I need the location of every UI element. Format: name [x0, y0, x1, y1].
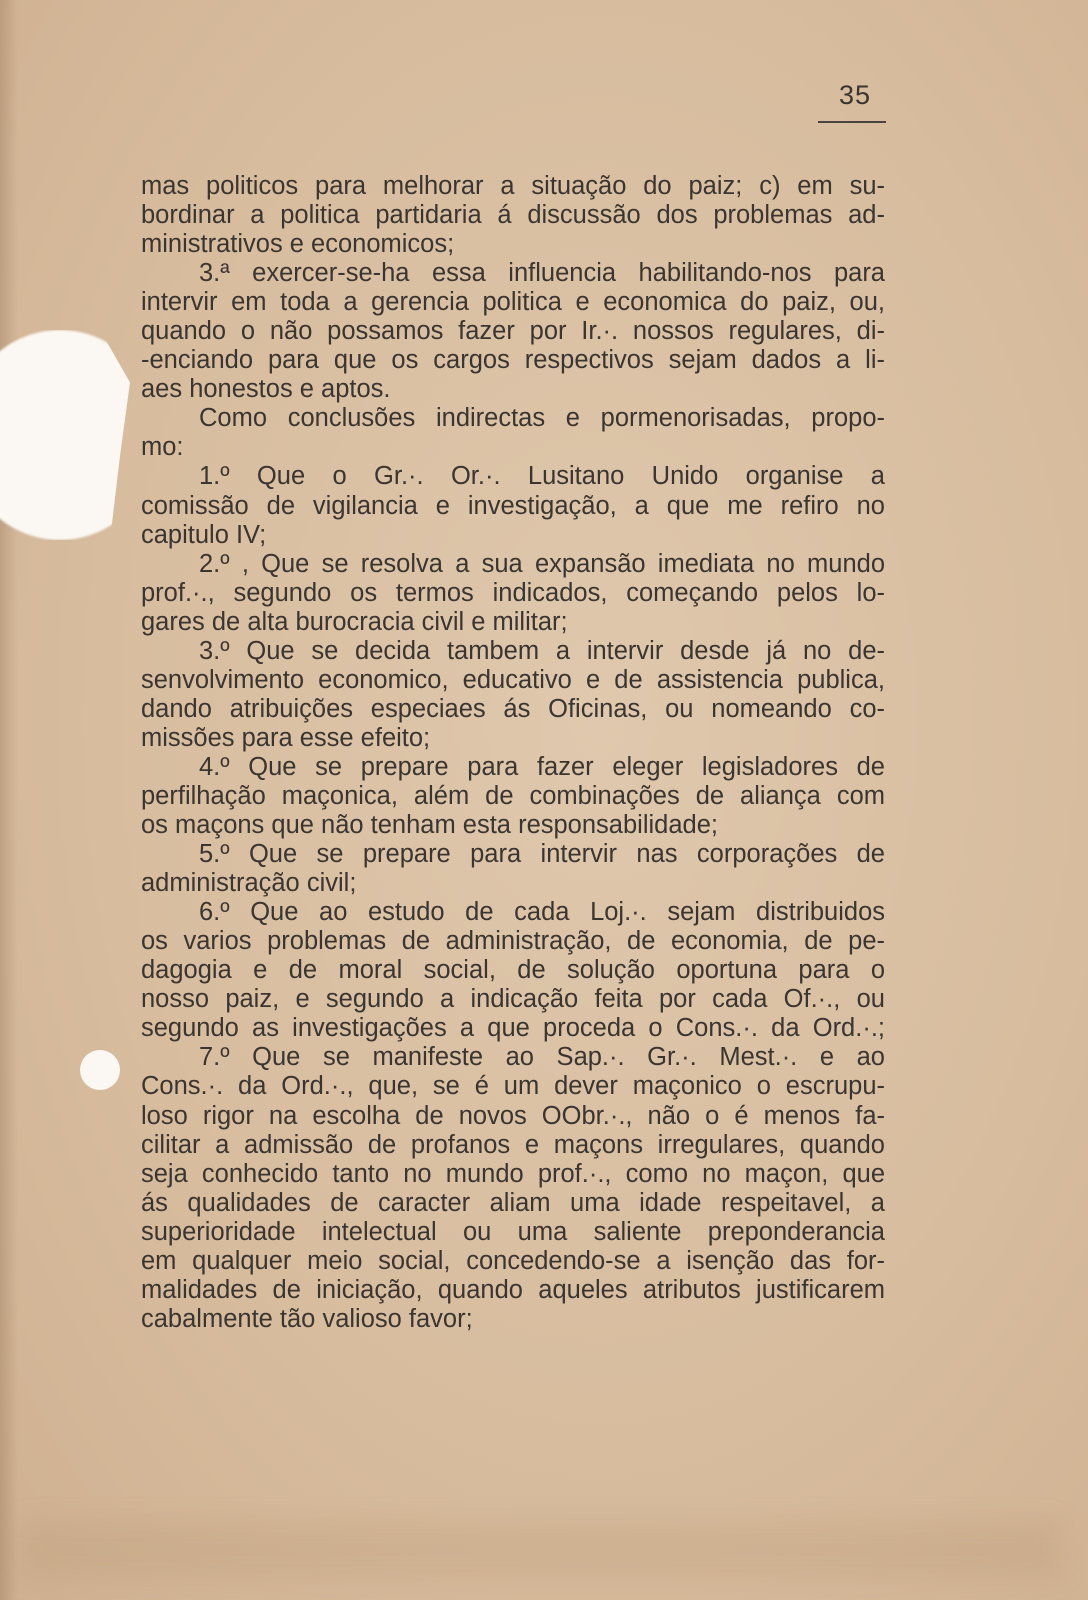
- text-line: 7.º Que se manifeste ao Sap.·. Gr.·. Mest.·. e ao: [199, 1043, 885, 1072]
- text-line: prof.·., segundo os termos indicados, começando pelos lo-: [141, 578, 885, 607]
- text-line: loso rigor na escolha de novos OObr.·., não o é menos fa-: [141, 1101, 885, 1130]
- text-line: 2.º , Que se resolva a sua expansão imediata no mundo: [199, 549, 885, 578]
- text-line: quando o não possamos fazer por Ir.·. nossos regulares, di-: [141, 317, 885, 346]
- text-line: 5.º Que se prepare para intervir nas corporações de: [199, 840, 885, 869]
- text-line: 3.º Que se decida tambem a intervir desde já no de-: [199, 636, 885, 665]
- text-line: gares de alta burocracia civil e militar;: [141, 607, 568, 636]
- text-line: -enciando para que os cargos respectivos sejam dados a li-: [141, 346, 885, 375]
- text-line: os maçons que não tenham esta responsabilidade;: [141, 811, 718, 840]
- text-line: 1.º Que o Gr.·. Or.·. Lusitano Unido organise a: [199, 462, 885, 491]
- text-line: dando atribuições especiaes ás Oficinas, ou nomeando co-: [141, 694, 885, 723]
- text-line: comissão de vigilancia e investigação, a que me refiro no: [141, 491, 885, 520]
- paper-hole-stain: [80, 1050, 120, 1090]
- text-line: os varios problemas de administração, de economia, de pe-: [141, 927, 885, 956]
- text-line: intervir em toda a gerencia politica e economica do paiz, ou,: [141, 288, 885, 317]
- text-line: senvolvimento economico, educativo e de assistencia publica,: [141, 665, 885, 694]
- text-line: Cons.·. da Ord.·., que, se é um dever maçonico o escrupu-: [141, 1072, 885, 1101]
- text-line: em qualquer meio social, concedendo-se a isenção das for-: [141, 1246, 885, 1275]
- page-number-underline: [818, 121, 886, 123]
- text-line: malidades de iniciação, quando aqueles atributos justificarem: [141, 1275, 885, 1304]
- text-line: capitulo IV;: [141, 520, 267, 549]
- body-text: [141, 172, 885, 1334]
- text-line: segundo as investigações a que proceda o Cons.·. da Ord.·.;: [141, 1014, 885, 1043]
- text-line: mas politicos para melhorar a situação do paiz; c) em su-: [141, 172, 885, 200]
- text-line: 3.ª exercer-se-ha essa influencia habilitando-nos para: [199, 259, 885, 288]
- text-line: 4.º Que se prepare para fazer eleger legisladores de: [199, 752, 885, 781]
- text-line: 6.º Que ao estudo de cada Loj.·. sejam distribuidos: [199, 898, 885, 927]
- text-line: aes honestos e aptos.: [141, 375, 391, 404]
- text-line: nosso paiz, e segundo a indicação feita por cada Of.·., ou: [141, 985, 885, 1014]
- text-line: dagogia e de moral social, de solução oportuna para o: [141, 956, 885, 985]
- text-line: mo:: [141, 433, 184, 462]
- text-line: ás qualidades de caracter aliam uma idade respeitavel, a: [141, 1188, 885, 1217]
- page-binding-edge: [0, 0, 18, 1600]
- torn-paper-stain: [0, 330, 160, 540]
- text-line: perfilhação maçonica, além de combinações de aliança com: [141, 781, 885, 810]
- bottom-shadow: [20, 1520, 1060, 1580]
- text-line: ministrativos e economicos;: [141, 230, 455, 259]
- text-line: missões para esse efeito;: [141, 723, 431, 752]
- text-line: Como conclusões indirectas e pormenorisadas, propo-: [199, 404, 885, 433]
- text-line: administração civil;: [141, 869, 357, 898]
- text-line: bordinar a politica partidaria á discussão dos problemas ad-: [141, 201, 885, 230]
- text-line: cilitar a admissão de profanos e maçons irregulares, quando: [141, 1130, 885, 1159]
- page-number: 35: [838, 80, 872, 110]
- text-line: seja conhecido tanto no mundo prof.·., como no maçon, que: [141, 1159, 885, 1188]
- text-line: cabalmente tão valioso favor;: [141, 1304, 473, 1333]
- text-line: superioridade intelectual ou uma saliente preponderancia: [141, 1217, 885, 1246]
